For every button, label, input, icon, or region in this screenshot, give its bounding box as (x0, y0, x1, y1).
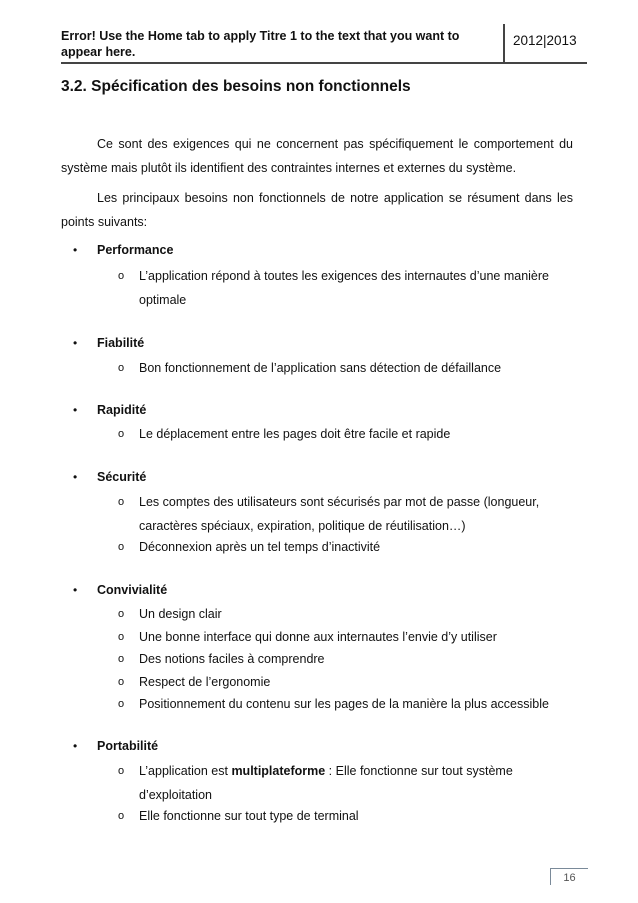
bullet-label: Fiabilité (97, 336, 145, 350)
sub-bullet-icon: o (118, 676, 125, 688)
bullet-icon: • (73, 403, 78, 417)
sub-item (118, 647, 568, 671)
intro-paragraph-text: Ce sont des exigences qui ne concernent pas spécifiquement le comportement du système mais plutôt ils identifient des contraintes internes et externes du système. (61, 137, 573, 175)
sub-item-text: Le déplacement entre les pages doit être facile et rapide (139, 427, 451, 441)
bullet-icon: • (73, 243, 78, 257)
bullet-icon: • (73, 470, 78, 484)
bullet-item-performance (73, 243, 173, 257)
sub-item-text (139, 759, 568, 807)
sub-bullet-icon: o (118, 631, 125, 643)
sub-item (118, 804, 568, 828)
points-paragraph-text: Les principaux besoins non fonctionnels de notre application se résument dans les points suivants: (61, 191, 573, 229)
bullet-label: Convivialité (97, 583, 168, 597)
bullet-item-convivialite (73, 583, 167, 597)
sub-item-text: Des notions faciles à comprendre (139, 652, 325, 666)
sub-item-text: Positionnement du contenu sur les pages de la manière la plus accessible (139, 697, 549, 711)
intro-paragraph (61, 132, 573, 180)
bullet-label: Rapidité (97, 403, 147, 417)
sub-item (118, 535, 568, 559)
sub-item (118, 625, 568, 649)
sub-item (118, 422, 568, 446)
bullet-item-securite (73, 470, 146, 484)
sub-item (118, 264, 568, 312)
points-paragraph (61, 186, 573, 234)
page-header (61, 24, 587, 64)
bullet-item-rapidite (73, 403, 146, 417)
sub-bullet-icon: o (118, 653, 125, 665)
page-number: 16 (550, 868, 588, 885)
bullet-icon: • (73, 336, 78, 350)
bullet-item-fiabilite (73, 336, 144, 350)
header-separator (503, 24, 505, 62)
header-year: 2012|2013 (513, 33, 577, 48)
bullet-icon: • (73, 739, 78, 753)
sub-bullet-icon: o (118, 810, 125, 822)
header-title: Error! Use the Home tab to apply Titre 1 to the text that you want to appear here. (61, 29, 460, 59)
bullet-item-portabilite (73, 739, 158, 753)
sub-text-before: L’application est (139, 764, 232, 778)
sub-item-text: Déconnexion après un tel temps d’inactivité (139, 540, 381, 554)
sub-bullet-icon: o (118, 428, 125, 440)
sub-item-text: Elle fonctionne sur tout type de terminal (139, 809, 359, 823)
sub-item-text: Respect de l’ergonomie (139, 675, 271, 689)
sub-item-text: Une bonne interface qui donne aux internautes l’envie d’y utiliser (139, 630, 497, 644)
sub-item (118, 356, 568, 380)
sub-item-text: Bon fonctionnement de l’application sans détection de défaillance (139, 361, 502, 375)
section-title: 3.2. Spécification des besoins non fonctionnels (61, 78, 411, 95)
sub-item (118, 692, 568, 716)
sub-bullet-icon: o (118, 541, 125, 553)
sub-bullet-icon: o (118, 496, 125, 508)
sub-bullet-icon: o (118, 765, 125, 777)
sub-item (118, 759, 568, 807)
bullet-label: Portabilité (97, 739, 159, 753)
bullet-icon: • (73, 583, 78, 597)
sub-item (118, 490, 568, 538)
sub-item-text: Les comptes des utilisateurs sont sécurisés par mot de passe (longueur, caractères spéciaux, expiration, politique de réutilisation…) (139, 495, 540, 533)
sub-bullet-icon: o (118, 362, 125, 374)
sub-item-text: Un design clair (139, 607, 222, 621)
sub-bullet-icon: o (118, 270, 125, 282)
sub-text-bold: multiplateforme (231, 764, 326, 778)
bullet-label: Sécurité (97, 470, 147, 484)
bullet-label: Performance (97, 243, 174, 257)
sub-item (118, 670, 568, 694)
sub-bullet-icon: o (118, 698, 125, 710)
sub-bullet-icon: o (118, 608, 125, 620)
sub-item (118, 602, 568, 626)
sub-text-after: : Elle fonctionne sur tout système d’exploitation (139, 764, 513, 802)
sub-item-text: L’application répond à toutes les exigences des internautes d’une manière optimale (139, 269, 549, 307)
